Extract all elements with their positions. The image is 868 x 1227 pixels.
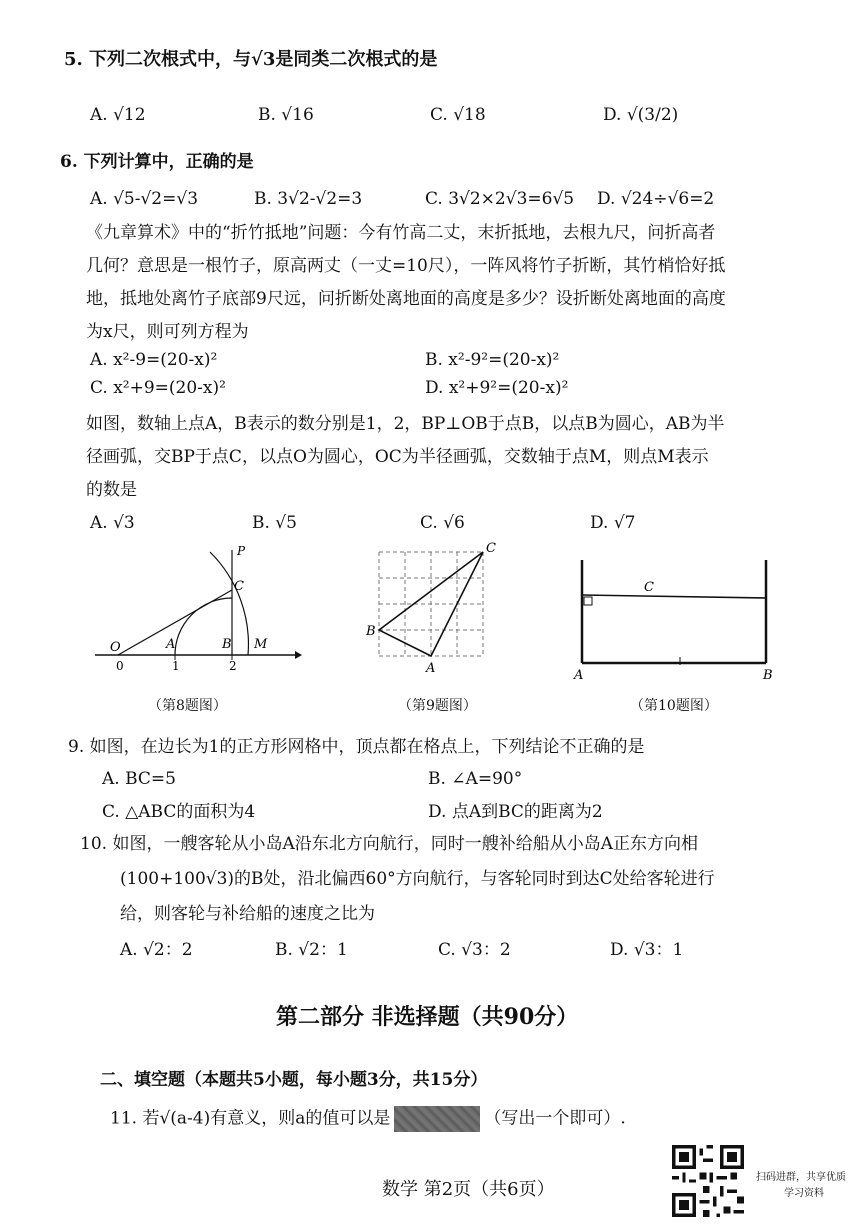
q5-option-b: B. √16 (258, 105, 314, 125)
fig10-top-line (582, 595, 766, 598)
fig9-grid (379, 552, 483, 656)
fig9-label-c: C (486, 541, 496, 556)
fill-blank-section-heading: 二、填空题（本题共5小题，每小题3分，共15分） (100, 1070, 488, 1090)
q10-line-3: 给，则客轮与补给船的速度之比为 (120, 904, 375, 924)
q8-option-d: D. √7 (590, 513, 636, 533)
q11-text-after: （写出一个即可）. (484, 1108, 626, 1129)
fig8-caption: （第8题图） (148, 698, 227, 714)
fig9-label-b: B (366, 624, 376, 639)
q10-option-a: A. √2：2 (120, 940, 193, 960)
fig8-label-p: P (237, 544, 246, 558)
fig8-label-c: C (234, 579, 244, 594)
q7-option-d: D. x²+9²=(20-x)² (425, 378, 569, 398)
q7-option-a: A. x²-9=(20-x)² (90, 350, 218, 370)
q9-option-d: D. 点A到BC的距离为2 (428, 802, 603, 822)
q5-option-c: C. √18 (430, 105, 486, 125)
fig8-label-b: B (222, 637, 232, 652)
q10-line-2: (100+100√3)的B处，沿北偏西60°方向航行，与客轮同时到达C处给客轮进行 (120, 869, 715, 889)
q9-option-b: B. ∠A=90° (428, 769, 523, 789)
q5-option-a: A. √12 (90, 105, 146, 125)
q10-option-c: C. √3：2 (438, 940, 511, 960)
q6-option-b: B. 3√2-√2=3 (254, 189, 363, 209)
fig8-tick-1: 1 (172, 659, 180, 673)
qr-caption-line-1: 扫码进群，共享优质 (756, 1172, 846, 1183)
q10-option-b: B. √2：1 (275, 940, 348, 960)
fig9-label-a: A (426, 661, 436, 676)
q8-line-3: 的数是 (86, 480, 137, 500)
fig10-label-b: B (763, 668, 773, 683)
figure-10 (570, 555, 780, 685)
q7-option-c: C. x²+9=(20-x)² (90, 378, 226, 398)
q9-stem: 9. 如图，在边长为1的正方形网格中，顶点都在格点上，下列结论不正确的是 (68, 737, 645, 757)
fig10-caption: （第10题图） (630, 698, 718, 714)
q7-line-1: 《九章算术》中的“折竹抵地”问题：今有竹高二丈，末折抵地，去根九尺，问折高者 (86, 223, 716, 243)
fig8-arrow (295, 651, 302, 659)
q6-stem: 6. 下列计算中，正确的是 (60, 152, 254, 172)
q7-line-2: 几何？意思是一根竹子，原高两丈（一丈=10尺），一阵风将竹子折断，其竹梢恰好抵 (86, 256, 726, 276)
q11 (110, 1106, 626, 1132)
q8-line-1: 如图，数轴上点A，B表示的数分别是1，2，BP⊥OB于点B，以点B为圆心，AB为半 (86, 414, 725, 434)
part2-title: 第二部分 非选择题（共90分） (276, 1004, 579, 1030)
q7-line-3: 地，抵地处离竹子底部9尺远，问折断处离地面的高度是多少？设折断处离地面的高度 (86, 289, 726, 309)
fig8-label-m: M (254, 637, 268, 652)
figure-9 (365, 540, 505, 680)
q5-option-d: D. √(3/2) (603, 105, 679, 125)
q9-option-c: C. △ABC的面积为4 (102, 802, 256, 822)
page-footer: 数学 第2页（共6页） (382, 1179, 555, 1200)
q6-option-a: A. √5-√2=√3 (90, 189, 199, 209)
fig8-label-a: A (166, 637, 176, 652)
fig10-label-c: C (644, 580, 654, 595)
q8-line-2: 径画弧，交BP于点C，以点O为圆心，OC为半径画弧，交数轴于点M，则点M表示 (86, 447, 709, 467)
qr-code-image (672, 1145, 744, 1217)
q7-option-b: B. x²-9²=(20-x)² (425, 350, 560, 370)
q6-option-c: C. 3√2×2√3=6√5 (425, 189, 575, 209)
q8-option-a: A. √3 (90, 513, 135, 533)
fig8-tick-0: 0 (116, 659, 124, 673)
figure-8 (90, 540, 305, 680)
fig8-label-o: O (110, 640, 121, 655)
q9-option-a: A. BC=5 (102, 769, 176, 789)
q7-line-4: 为x尺，则可列方程为 (86, 322, 249, 342)
fig8-tick-2: 2 (229, 659, 237, 673)
q10-line-1: 10. 如图，一艘客轮从小岛A沿东北方向航行，同时一艘补给船从小岛A正东方向相 (80, 834, 698, 854)
q10-option-d: D. √3：1 (610, 940, 684, 960)
q8-option-b: B. √5 (252, 513, 297, 533)
q8-option-c: C. √6 (420, 513, 465, 533)
fig9-caption: （第9题图） (398, 698, 477, 714)
qr-caption-line-2: 学习资料 (784, 1188, 824, 1199)
fig10-label-a: A (574, 668, 584, 683)
q5-stem: 5. 下列二次根式中，与√3是同类二次根式的是 (64, 49, 438, 70)
q6-option-d: D. √24÷√6=2 (597, 189, 715, 209)
q11-text-before: 11. 若√(a-4)有意义，则a的值可以是 (110, 1108, 391, 1129)
answer-blank-redacted (394, 1106, 480, 1132)
